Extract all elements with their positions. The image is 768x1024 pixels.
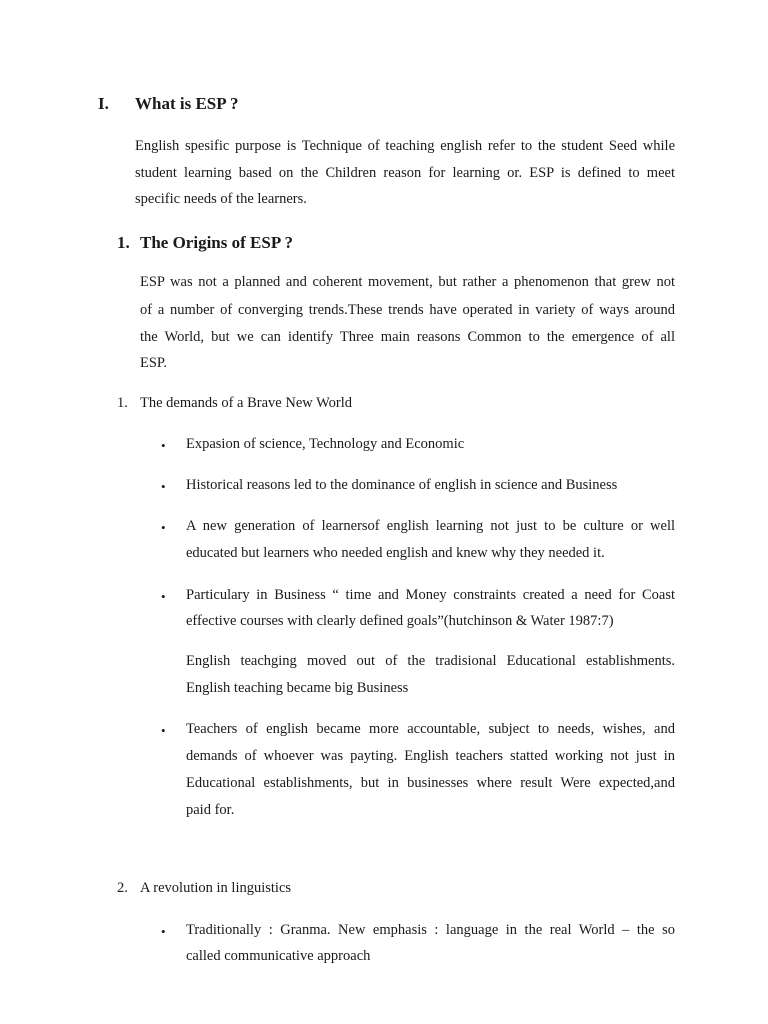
section-title: A revolution in linguistics bbox=[140, 880, 292, 896]
heading-title: What is ESP ? bbox=[135, 94, 239, 113]
origins-line: ESP. bbox=[140, 355, 168, 371]
bullet-marker: • bbox=[161, 520, 166, 535]
intro-line: English spesific purpose is Technique of teaching english refer to the student Seed while bbox=[135, 138, 675, 154]
bullet-line: Teachers of english became more accountable, subject to needs, wishes, and bbox=[186, 721, 675, 737]
bullet-line: Educational establishments, but in businesses where result Were expected,and bbox=[186, 775, 675, 791]
bullet-line: called communicative approach bbox=[186, 948, 371, 964]
subheading-title: The Origins of ESP ? bbox=[140, 233, 294, 252]
heading-number: I. bbox=[98, 94, 109, 113]
bullet-marker: • bbox=[161, 438, 166, 453]
bullet-line: paid for. bbox=[186, 802, 235, 818]
bullet-line: Traditionally : Granma. New emphasis : language in the real World – the so bbox=[186, 922, 675, 938]
bullet-line: Expasion of science, Technology and Economic bbox=[186, 436, 465, 452]
bullet-line: effective courses with clearly defined goals”(hutchinson & Water 1987:7) bbox=[186, 613, 614, 629]
note-line: English teaching became big Business bbox=[186, 680, 409, 696]
origins-line: ESP was not a planned and coherent movement, but rather a phenomenon that grew not bbox=[140, 274, 675, 290]
section-title: The demands of a Brave New World bbox=[140, 395, 352, 411]
bullet-marker: • bbox=[161, 924, 166, 939]
section-number: 2. bbox=[117, 880, 128, 896]
subheading-number: 1. bbox=[117, 233, 130, 252]
bullet-line: Historical reasons led to the dominance of english in science and Business bbox=[186, 477, 618, 493]
bullet-line: Particulary in Business “ time and Money constraints created a need for Coast bbox=[186, 587, 675, 603]
bullet-line: educated but learners who needed english and knew why they needed it. bbox=[186, 545, 605, 561]
origins-line: the World, but we can identify Three main reasons Common to the emergence of all bbox=[140, 329, 675, 345]
note-line: English teachging moved out of the tradisional Educational establishments. bbox=[186, 653, 675, 669]
intro-line: specific needs of the learners. bbox=[135, 191, 307, 207]
bullet-marker: • bbox=[161, 589, 166, 604]
intro-line: student learning based on the Children reason for learning or. ESP is defined to meet bbox=[135, 165, 675, 181]
origins-line: of a number of converging trends.These trends have operated in variety of ways around bbox=[140, 302, 675, 318]
bullet-line: A new generation of learnersof english learning not just to be culture or well bbox=[186, 518, 675, 534]
bullet-line: demands of whoever was payting. English teachers statted working not just in bbox=[186, 748, 675, 764]
section-number: 1. bbox=[117, 395, 128, 411]
bullet-marker: • bbox=[161, 723, 166, 738]
bullet-marker: • bbox=[161, 479, 166, 494]
